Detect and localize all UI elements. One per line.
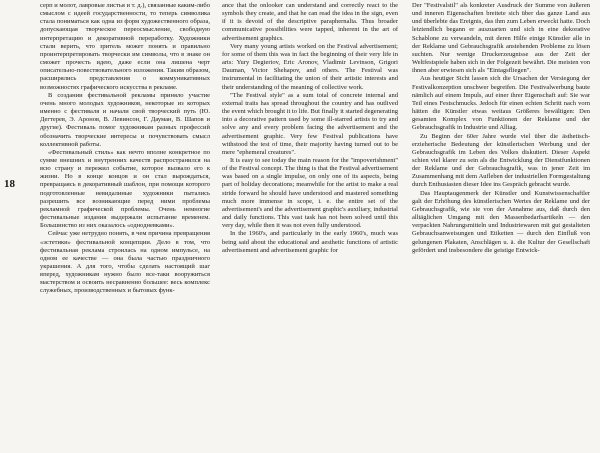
paragraph: серп и молот, лавровые листья и т. д.), связанные каким-либо смыслом с идеей государственности, то теперь символика стала пониматься как одна из форм художественного образа, допускающая творческое переосмысление, свободную интерпретацию и декоративной переработку. Художники стали верить, что зритель может понять и правильно проинтерпретировать творчески им символы, что в знаке он сможет прочесть идею, даже если она лишена черт описательно-повествовательного изложения. Таким образом, расширялись представления о коммуникативных возможностях графического искусства в рекламе. <box>40 2 210 91</box>
paragraph: Aus heutiger Sicht lassen sich die Ursachen der Versiegung der Festivalkonzeption unschwer begreifen. Die Festivalwerbung baute nämlich auf einem Impuls, auf einer ihrer Eigenschaft auf: Sie war Teil eines Festschmucks. Jedoch für einen echten Schritt nach vorn hätten die Künstler etwas weitaus Größeres bewältigen: Den gesamten Komplex von Funktionen der Reklame und der Gebrauchsgrafik in Industrie und Alltag. <box>412 75 590 132</box>
page-number: 18 <box>4 178 15 190</box>
paragraph: Сейчас уже нетрудно понять, в чем причина превращения «эстетики» фестивальной концепции. Дело в том, что фестивальная реклама строилась на одном импульсе, на одном ее качестве — она была частью праздничного украшения. А для того, чтобы сделать настоящий шаг вперед, художникам нужно было все-таки вооружиться мастерством и освоить несравненно большее: весь комплекс служебных, производственных и бытовых функ- <box>40 230 210 295</box>
german-text-column <box>412 2 590 255</box>
paragraph: Der "Festivalstil" als konkreter Ausdruck der Summe von äußeren und inneren Eigenschaften breitete sich über das ganze Land aus und überlebte das Ereignis, das ihm zum Leben erweckt hatte. Doch letztendlich begann er auszuarten und sich in eine dekorative Schablone zu verwandeln, mit deren Hilfe einige Künstler alle in der Reklame und Gebrauchsgrafik anstehenden Probleme zu lösen suchten. Nur wenige Druckerzeugnisse aus der Zeit der Weltfestspiele haben sich in der Folgezeit bewährt. Die meisten von ihnen aber erwiesen sich als "Eintagsfliegen". <box>412 2 590 75</box>
russian-text-column <box>40 2 210 296</box>
paragraph: Zu Beginn der 60er Jahre wurde viel über die ästhetisch-erzieherische Bedeutung der künstlerischen Werbung und der Gebrauchsgrafik im Leben des Volkes diskutiert. Dieser Aspekt schien viel klarer zu sein als die Entwicklung der Dienstfunktionen der Reklame und der Gebrauchsgrafik, was in jener Zeit im Zusammenhang mit dem Aufleben der industriellen Formgestaltung durch Enthusiasten dieser Idee ins Gespräch gebracht wurde. <box>412 132 590 189</box>
english-text-column <box>222 2 398 255</box>
paragraph: Das Hauptaugenmerk der Künstler und Kunstwissenschaftler galt der Erhöhung des künstlerischen Wertes der Reklame und der Gebrauchsgrafik, wie sie von der Annahme aus, daß durch den alltäglichen Umgang mit den Massenbedarfsartikeln — den verpackten Nahrungsmitteln und Industriewaren mit gut gestalteten Gebrauchsanweisungen und Etiketten — durch den Einfluß von gelungenen Plakaten, Anschlägen u. ä. die Kultur der Gesellschaft gefördert und insbesondere die geistige Entwick- <box>412 189 590 254</box>
paragraph: "The Festival style" as a sum total of concrete internal and external traits has spread throughout the country and has outlived the event which brought it to life. But finally it started degenerating into a decorative pattern used by some ill-starred artists to try and solve any and every problem facing the advertisement and the advertisement graphic. Very few Festival publications have withstood the test of time, their majority having turned out to be mere "ephemeral creatures". <box>222 91 398 156</box>
paragraph: It is easy to see today the main reason for the "impoverishment" of the Festival concept. The thing is that the Festival advertisement was based on a single impulse, on only one of its aspects, being part of holiday decorations; meanwhile for the artist to make a real stride forward he should have understood and mastered something much more immense in scope, i. e. the entire set of the advertisement's and the advertisement graphic's auxiliary, industrial and daily functions. This vast task has not been solved until this very day, while then it was not even fully understood. <box>222 156 398 230</box>
paragraph: «Фестивальный стиль» как нечто вполне конкретное по сумме внешних и внутренних качеств распространился на всю страну и пережил событие, которое вызвало его к жизни. Но в конце концов и он стал вырождаться, превращаясь в декоративный шаблон, при помощи которого подготовленные невидалиные художники пытались разрешить все возникающие перед ними проблемы рекламной графической проблемы. Очень немногие фестивальные издания выдержали испытание временем. Большинство из них оказалось «однодневками». <box>40 148 210 230</box>
paragraph: Very many young artists worked on the Festival advertisement; for some of them this was in fact the beginning of their very life in arts: Yury Degteriov, Eric Aronov, Vladimir Levinson, Grigori Dauman, Victor Shehapov, and others. The Festival was instrumental in facilitating the union of their artistic interests and their understanding of the meaning of collective work. <box>222 42 398 91</box>
paragraph: In the 1960's, and particularly in the early 1960's, much was being said about the educational and aesthetic functions of artistic advertisement and advertisement graphic for <box>222 230 398 254</box>
paragraph: ance that the onlooker can understand and correctly react to the symbols they create, and that he can read the idea in the sign, even if it is devoid of the descriptive paraphernalia. Thus broader communicative possibilities were tapped, inherent in the art of advertisement graphics. <box>222 2 398 42</box>
paragraph: В создании фестивальной рекламы приняло участие очень много молодых художников, некоторые из которых именно с фестиваля и начали свой творческий путь (Ю. Дегтерев, Э. Аронов, В. Левинсон, Г. Дауман, В. Шапов и другие). Фестиваль помог художникам разных профессий обозначить творческие интересы и почувствовать смысл коллективной работы. <box>40 91 210 148</box>
